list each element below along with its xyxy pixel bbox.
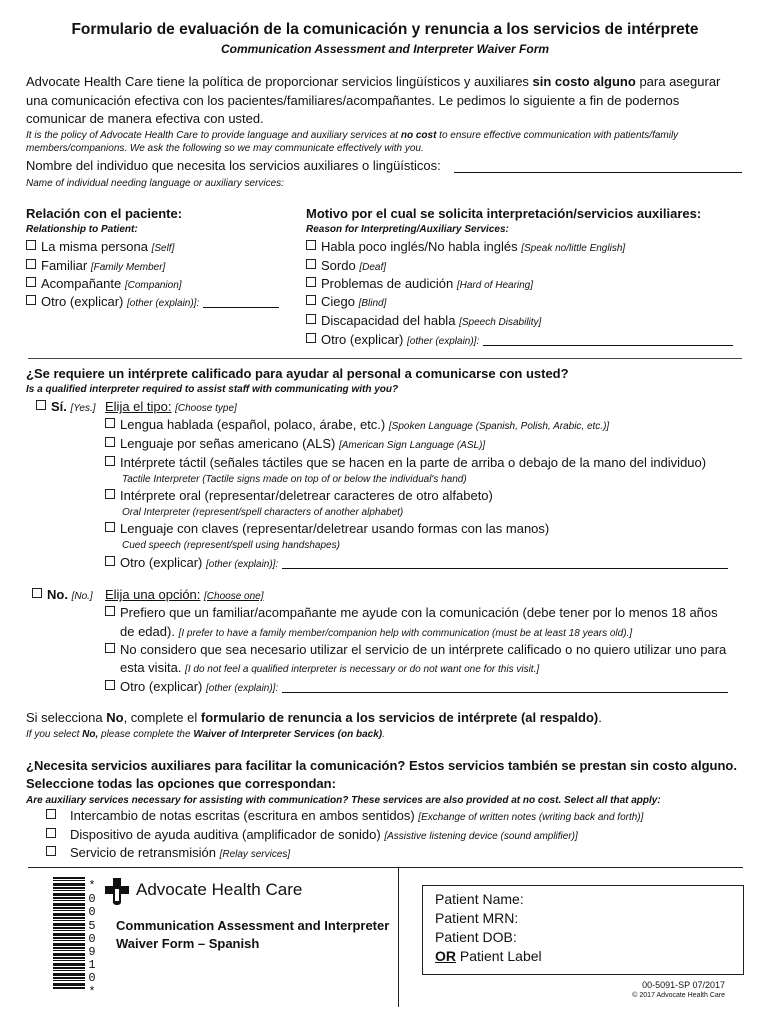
checkbox[interactable]: [105, 437, 115, 447]
form-name-line-2: Waiver Form – Spanish: [116, 936, 260, 951]
reason-option-deaf[interactable]: Sordo [Deaf]: [306, 258, 386, 276]
yes-option-oral[interactable]: Intérprete oral (representar/deletrear caracteres de otro alfabeto): [105, 488, 493, 504]
checkbox[interactable]: [105, 418, 115, 428]
checkbox[interactable]: [306, 259, 316, 269]
relationship-option-family[interactable]: Familiar [Family Member]: [26, 258, 165, 276]
checkbox[interactable]: [306, 295, 316, 305]
checkbox[interactable]: [306, 240, 316, 250]
no-option-family[interactable]: Prefiero que un familiar/acompañante me ayude con la comunicación (debe tener por lo menos 18 años: [105, 605, 718, 621]
yes-option[interactable]: Sí. [Yes.]: [36, 399, 96, 417]
advocate-cross-icon: [104, 877, 130, 905]
aux-title-2: Seleccione todas las opciones que correspondan:: [26, 776, 336, 791]
no-option[interactable]: No. [No.]: [32, 587, 93, 605]
patient-label-box[interactable]: [422, 885, 744, 975]
form-title: Formulario de evaluación de la comunicación y renuncia a los servicios de intérprete: [71, 21, 699, 38]
checkbox[interactable]: [306, 333, 316, 343]
aux-option-notes[interactable]: Intercambio de notas escritas (escritura en ambos sentidos) [Exchange of written notes (writing back and forth)]: [46, 808, 643, 826]
aux-option-listening[interactable]: Dispositivo de ayuda auditiva (amplificador de sonido) [Assistive listening device (sound amplifier)]: [46, 827, 578, 845]
no-other-field[interactable]: [282, 692, 728, 693]
checkbox[interactable]: [46, 846, 56, 856]
yes-option-spoken[interactable]: Lengua hablada (español, polaco, árabe, etc.) [Spoken Language (Spanish, Polish, Arabic, etc.)]: [105, 417, 609, 435]
checkbox[interactable]: [105, 680, 115, 690]
intro-line-1: Advocate Health Care tiene la política de proporcionar servicios lingüísticos y auxiliares sin costo alguno para asegurar: [26, 74, 721, 89]
individual-name-label-en: Name of individual needing language or auxiliary services:: [26, 178, 284, 189]
logo-text: Advocate Health Care: [136, 880, 303, 899]
reason-option-blind[interactable]: Ciego [Blind]: [306, 294, 386, 312]
checkbox[interactable]: [306, 277, 316, 287]
interpreter-question: ¿Se requiere un intérprete calificado para ayudar al personal a comunicarse con usted?: [26, 366, 569, 381]
interpreter-question-en: Is a qualified interpreter required to assist staff with communicating with you?: [26, 384, 399, 395]
checkbox[interactable]: [105, 489, 115, 499]
barcode: [53, 877, 85, 989]
waiver-note: Si selecciona No, complete el formulario de renuncia a los servicios de intérprete (al respaldo).: [26, 710, 602, 725]
relationship-title: Relación con el paciente:: [26, 206, 183, 221]
barcode-text: *0050910*: [88, 879, 96, 999]
relationship-title-en: Relationship to Patient:: [26, 224, 138, 235]
yes-option-other[interactable]: Otro (explicar) [other (explain)]:: [105, 555, 728, 573]
copyright: © 2017 Advocate Health Care: [632, 992, 725, 999]
relationship-option-companion[interactable]: Acompañante [Companion]: [26, 276, 182, 294]
reason-title: Motivo por el cual se solicita interpretación/servicios auxiliares:: [306, 206, 702, 221]
yes-other-field[interactable]: [282, 568, 728, 569]
form-name-line-1: Communication Assessment and Interpreter: [116, 918, 390, 933]
yes-option-cued-en: Cued speech (represent/spell using handshapes): [122, 540, 340, 551]
patient-dob-label: Patient DOB:: [435, 929, 517, 945]
section-divider: [28, 358, 742, 359]
checkbox[interactable]: [46, 828, 56, 838]
yes-option-oral-en: Oral Interpreter (represent/spell characters of another alphabet): [122, 507, 404, 518]
checkbox[interactable]: [105, 556, 115, 566]
relationship-option-self[interactable]: La misma persona [Self]: [26, 239, 174, 257]
reason-option-hearing[interactable]: Problemas de audición [Hard of Hearing]: [306, 276, 533, 294]
footer-divider: [28, 867, 743, 868]
checkbox[interactable]: [306, 314, 316, 324]
checkbox[interactable]: [26, 259, 36, 269]
individual-name-field[interactable]: [454, 172, 742, 173]
reason-title-en: Reason for Interpreting/Auxiliary Services:: [306, 224, 509, 235]
checkbox[interactable]: [105, 643, 115, 653]
patient-name-label: Patient Name:: [435, 891, 524, 907]
no-option-not-needed-cont: esta visita. [I do not feel a qualified interpreter is necessary or do not want one for this visit.]: [120, 660, 540, 675]
no-choose-option: Elija una opción: [Choose one]: [105, 587, 264, 602]
intro-en-2: members/companions. We ask the following so we may communicate effectively with you.: [26, 143, 424, 154]
no-option-family-cont: de edad). [I prefer to have a family member/companion help with communication (must be at least 18 years old).]: [120, 624, 633, 639]
aux-title-en: Are auxiliary services necessary for assisting with communication? These services are also provided at no cost. Select all that apply:: [26, 795, 661, 806]
aux-title-1: ¿Necesita servicios auxiliares para facilitar la comunicación? Estos servicios también se prestan sin costo alguno.: [26, 758, 737, 773]
reason-option-speech[interactable]: Discapacidad del habla [Speech Disability]: [306, 313, 541, 331]
intro-en-1: It is the policy of Advocate Health Care to provide language and auxiliary services at no cost to ensure effective communication with patients/family: [26, 130, 679, 141]
checkbox[interactable]: [26, 240, 36, 250]
checkbox[interactable]: [26, 295, 36, 305]
relationship-other-field[interactable]: [203, 307, 279, 308]
intro-line-2: una comunicación efectiva con los pacientes/familiares/acompañantes. Le pedimos lo siguiente a fin de podernos: [26, 93, 680, 108]
yes-choose-type: Elija el tipo: [Choose type]: [105, 399, 237, 414]
individual-name-label: Nombre del individuo que necesita los servicios auxiliares o lingüísticos:: [26, 158, 441, 173]
checkbox[interactable]: [26, 277, 36, 287]
yes-option-asl[interactable]: Lenguaje por señas americano (ALS) [American Sign Language (ASL)]: [105, 436, 485, 454]
yes-option-tactile[interactable]: Intérprete táctil (señales táctiles que se hacen en la parte de arriba o debajo de la mano del individuo): [105, 455, 706, 471]
checkbox[interactable]: [105, 456, 115, 466]
patient-mrn-label: Patient MRN:: [435, 910, 519, 926]
yes-option-cued[interactable]: Lenguaje con claves (representar/deletrear usando formas con las manos): [105, 521, 549, 537]
no-option-not-needed[interactable]: No considero que sea necesario utilizar el servicio de un intérprete calificado o no quiero utilizar uno para: [105, 642, 726, 658]
form-code: 00-5091-SP 07/2017: [642, 980, 725, 990]
reason-option-english[interactable]: Habla poco inglés/No habla inglés [Speak no/little English]: [306, 239, 625, 257]
footer-vertical-divider: [398, 867, 399, 1007]
checkbox[interactable]: [32, 588, 42, 598]
checkbox[interactable]: [105, 522, 115, 532]
yes-option-tactile-en: Tactile Interpreter (Tactile signs made on top of or below the individual's hand): [122, 474, 467, 485]
aux-option-relay[interactable]: Servicio de retransmisión [Relay services]: [46, 845, 290, 863]
checkbox[interactable]: [46, 809, 56, 819]
intro-line-3: comunicar de manera efectiva con usted.: [26, 111, 264, 126]
checkbox[interactable]: [105, 606, 115, 616]
reason-other-field[interactable]: [483, 345, 733, 346]
waiver-note-en: If you select No, please complete the Waiver of Interpreter Services (on back).: [26, 729, 385, 740]
patient-label-or-line: OR Patient Label: [435, 948, 542, 964]
reason-option-other[interactable]: Otro (explicar) [other (explain)]:: [306, 332, 733, 350]
form-subtitle: Communication Assessment and Interpreter Waiver Form: [220, 42, 550, 56]
relationship-option-other[interactable]: Otro (explicar) [other (explain)]:: [26, 294, 279, 312]
checkbox[interactable]: [36, 400, 46, 410]
no-option-other[interactable]: Otro (explicar) [other (explain)]:: [105, 679, 728, 697]
